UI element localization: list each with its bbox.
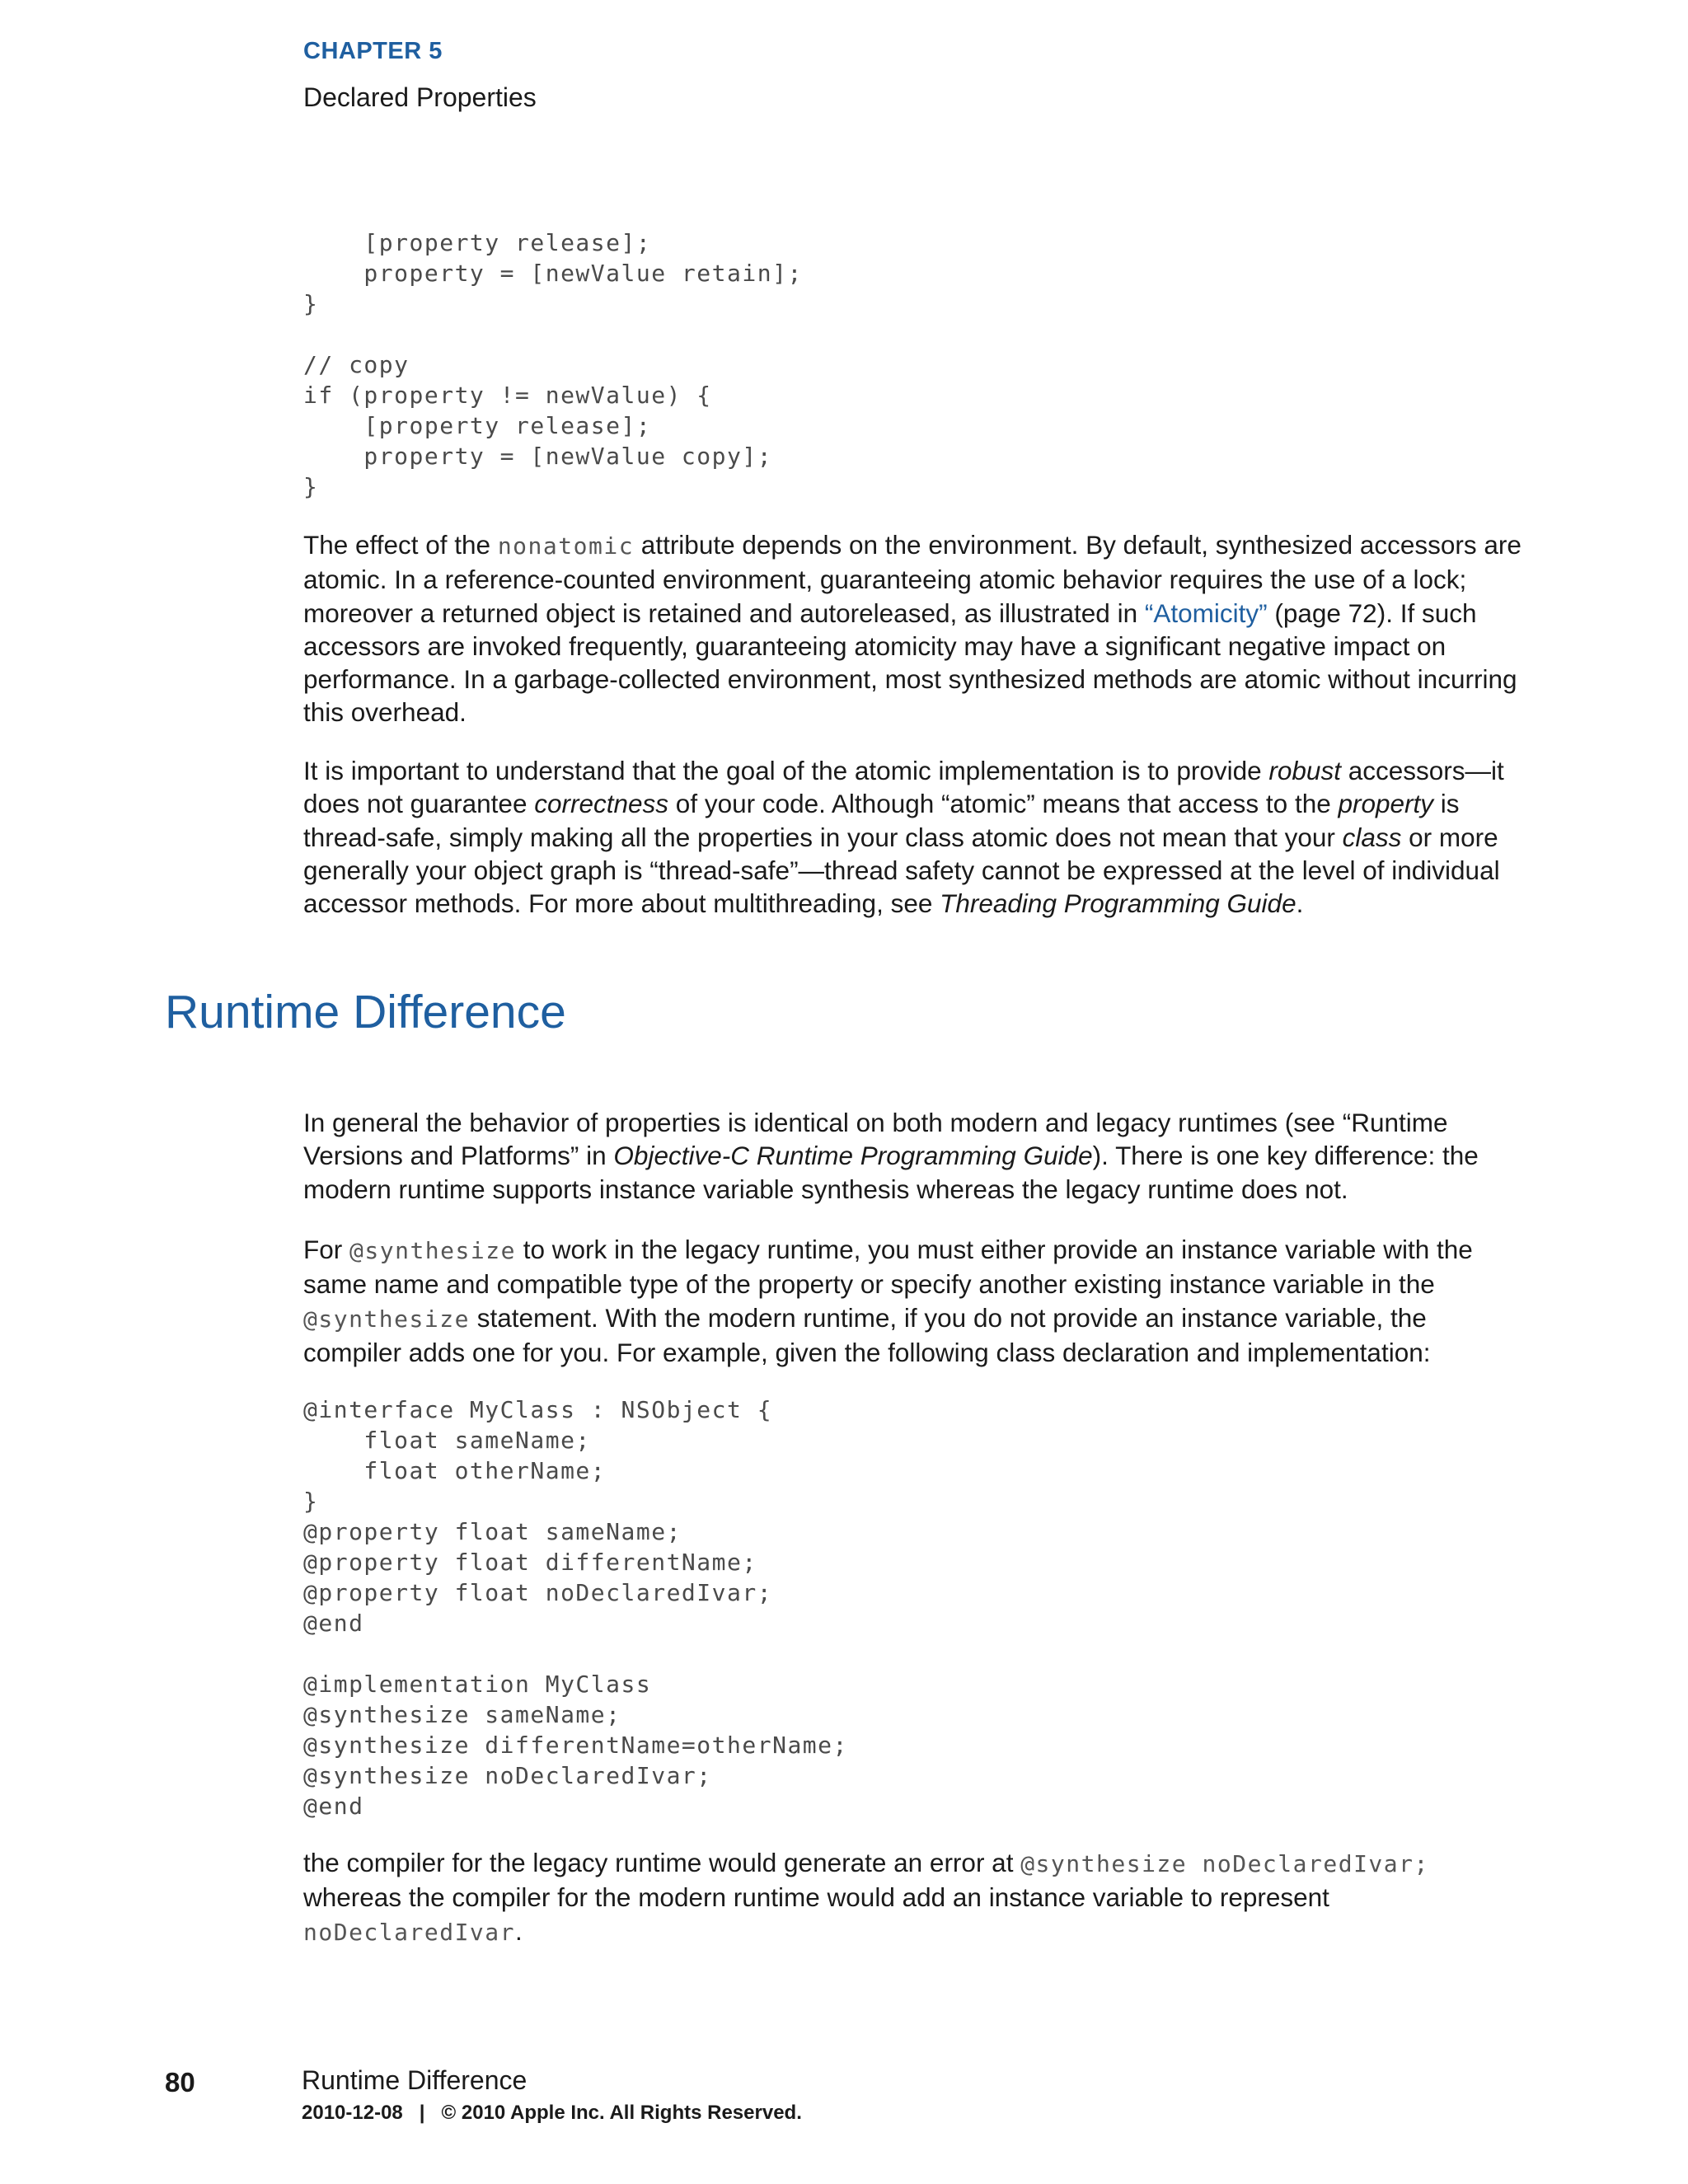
inline-code-nonatomic: nonatomic — [497, 532, 635, 560]
text-run: For — [303, 1235, 350, 1264]
paragraph-text — [303, 528, 1523, 729]
code-listing: @interface MyClass : NSObject { float sameName; float otherName; } @property float sameName; @property float differentName; @property float noDeclaredIvar; @end @implementation MyClass @synthesize sameName; @synthesize differentName=otherName; @synthesize noDeclaredIvar; @end — [303, 1396, 848, 1820]
text-run: whereas the compiler for the modern runtime would add an instance variable to represent — [303, 1882, 1329, 1913]
paragraph-text — [303, 1106, 1523, 1206]
text-run: to work in the legacy runtime, you must either provide an instance variable with the same name and compatible type of the property or specify another existing instance variable in the — [303, 1235, 1473, 1300]
paragraph-general — [303, 1106, 1523, 1206]
inline-code-synthesize: @synthesize — [349, 1237, 516, 1264]
text-run: In general the behavior of properties is identical on both modern and legacy runtimes (see “Runtime Versions and Platforms” in — [303, 1108, 1448, 1171]
code-listing: [property release]; property = [newValue retain]; } // copy if (property != newValue) { [property release]; property = [newValue copy]; } — [303, 229, 803, 500]
paragraph-robust — [303, 754, 1523, 920]
text-run: (page 72). If such accessors are invoked frequently, guaranteeing atomicity may have a significant negative impact on performance. In a garbage-collected environment, most synthesized methods are atomic without incurring this overhead. — [303, 598, 1517, 728]
paragraph-compiler — [303, 1846, 1523, 1949]
inline-code-synthesize-ivar: @synthesize noDeclaredIvar; — [1020, 1850, 1429, 1877]
code-block-myclass — [303, 1394, 1523, 1821]
text-run: ). There is one key difference: the modern runtime supports instance variable synthesis whereas the legacy runtime does not. — [303, 1141, 1479, 1204]
text-run: It is important to understand that the goal of the atomic implementation is to provide — [303, 756, 1269, 785]
threading-guide-title: Threading Programming Guide — [940, 888, 1296, 919]
text-run: . — [515, 1915, 523, 1946]
page-number: 80 — [165, 2067, 195, 2097]
chapter-label: CHAPTER 5 — [303, 38, 443, 64]
chapter-title: Declared Properties — [303, 82, 537, 112]
runtime-guide-title: Objective-C Runtime Programming Guide — [613, 1141, 1093, 1171]
emphasis: class — [1342, 822, 1402, 852]
text-run: statement. With the modern runtime, if you do not provide an instance variable, the compiler adds one for you. For example, given the following class declaration and implementation: — [303, 1302, 1431, 1367]
code-block-copy-retain — [303, 227, 1523, 502]
emphasis: robust — [1268, 756, 1341, 785]
text-run: . — [1296, 888, 1304, 919]
text-run: of your code. Although “atomic” means that access to the — [668, 789, 1339, 819]
emphasis: property — [1338, 789, 1434, 819]
inline-code-ivar: noDeclaredIvar — [303, 1918, 516, 1946]
footer-copyright: 2010-12-08 | © 2010 Apple Inc. All Rights Reserved. — [302, 2102, 802, 2124]
paragraph-synthesize — [303, 1233, 1523, 1369]
inline-code-synthesize: @synthesize — [303, 1305, 470, 1333]
paragraph-text — [303, 754, 1523, 920]
paragraph-text — [303, 1846, 1523, 1949]
section-heading: Runtime Difference — [165, 986, 566, 1038]
emphasis: correctness — [534, 789, 669, 819]
text-run: the compiler for the legacy runtime would generate an error at — [303, 1848, 1021, 1877]
text-run: or more generally your object graph is “thread-safe”—thread safety cannot be expressed at the level of individual accessor methods. For more about multithreading, see — [303, 822, 1500, 919]
text-run: is thread-safe, simply making all the properties in your class atomic does not mean that your — [303, 789, 1460, 852]
text-run: accessors—it does not guarantee — [303, 756, 1504, 819]
text-run: The effect of the — [303, 530, 498, 560]
footer-section-title: Runtime Difference — [302, 2065, 528, 2095]
paragraph-nonatomic — [303, 528, 1523, 729]
paragraph-text — [303, 1233, 1523, 1369]
text-run: attribute depends on the environment. By default, synthesized accessors are atomic. In a reference-counted environment, guaranteeing atomic behavior requires the use of a lock; moreover a returned object is retained and autoreleased, as illustrated in — [303, 530, 1522, 628]
atomicity-link[interactable]: “Atomicity” — [1144, 598, 1268, 628]
